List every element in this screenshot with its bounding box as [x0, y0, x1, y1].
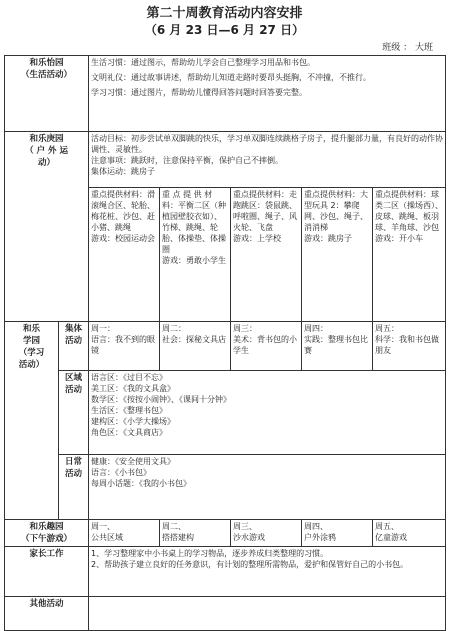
- schedule-table: [4, 55, 446, 631]
- outdoor-col-3: 重点提供材料：走跑跳区：袋鼠跳、呼啦圈、绳子、风火轮、飞盘 游戏：上学校: [231, 188, 302, 322]
- parents-row: [5, 547, 446, 597]
- afternoon-day-4: 周四、 户外涂鸦: [302, 520, 373, 547]
- daily-item: 语言：《小书包》: [91, 468, 152, 477]
- area-item: 语言区：《过目不忘》: [91, 373, 168, 382]
- other-row: [5, 597, 446, 631]
- group-day-1: 周一： 语言：我不到的眼镜: [89, 322, 160, 371]
- outdoor-label: 和乐庚园 （ 户 外 运 动）: [5, 132, 89, 322]
- parents-content: [89, 547, 446, 597]
- afternoon-row: [5, 520, 446, 547]
- daily-item: 每周小话题：《我的小书包》: [91, 479, 192, 488]
- afternoon-day-5: 周五、 亿童游戏: [373, 520, 446, 547]
- daily-item: 健康：《安全使用文具》: [91, 457, 176, 466]
- parents-item: 2、帮助孩子建立良好的任务意识，有计划的整理所需物品，爱护和保管好自己的小书包。: [91, 560, 409, 569]
- parents-item: 1、学习整理家中小书桌上的学习物品，逐步养成归类整理的习惯。: [91, 549, 329, 558]
- outdoor-group: 集体运动：跳房子: [91, 167, 156, 176]
- area-item: 数学区：《按按小闹钟》、《课间十分钟》: [91, 395, 232, 404]
- learning-area-row: [5, 371, 446, 455]
- learning-label: 和乐 学园 （学习 活动）: [5, 322, 59, 520]
- group-day-3: 周三： 美术：背书包的小学生: [231, 322, 302, 371]
- date-range: （6 月 23 日—6 月 27 日）: [144, 23, 305, 37]
- life-row: [5, 56, 446, 132]
- outdoor-goal: [89, 132, 446, 188]
- life-content: [89, 56, 446, 132]
- area-item: 美工区：《我的文具盒》: [91, 384, 176, 393]
- outdoor-col-2: 重 点 提 供 材料：平衡二区（种植园壁胶衣如）、竹梯、跳绳、轮胎、体操垫、体操圈 游戏：勇敢小学生: [160, 188, 231, 322]
- group-day-4: 周四： 实践：整理书包比赛: [302, 322, 373, 371]
- outdoor-goal-text: 活动目标：初步尝试单双脚跳的快乐，学习单双脚连续跳格子房子，提升腿部力量，有良好的动作协调性、灵敏性。: [91, 134, 444, 154]
- area-item: 建构区：《小学大操场》: [91, 417, 176, 426]
- outdoor-notes: 注意事项：跳跃时，注意保持平衡，保护自己不摔倒。: [91, 156, 284, 165]
- area-activity-label: 区域活动: [59, 371, 89, 455]
- parents-label: 家长工作: [5, 547, 89, 597]
- learning-group-row: [5, 322, 446, 371]
- outdoor-goal-row: [5, 132, 446, 188]
- life-item: 文明礼仪：通过故事讲述，帮助幼儿知道走路时要昂头挺胸，不冲撞，不推行。: [91, 73, 372, 82]
- area-activity-content: [89, 371, 446, 455]
- page-title: 第二十周教育活动内容安排: [146, 6, 303, 21]
- daily-activity-label: 日常活动: [59, 455, 89, 520]
- afternoon-day-2: 周二、 搭搭建构: [160, 520, 231, 547]
- class-label: 班级 ： 大班: [382, 43, 433, 53]
- other-label: 其他活动: [5, 597, 89, 631]
- daily-activity-content: [89, 455, 446, 520]
- other-content: [89, 597, 446, 631]
- afternoon-label: 和乐趣园 （下午游戏）: [5, 520, 89, 547]
- learning-daily-row: [5, 455, 446, 520]
- area-item: 生活区：《整理书包》: [91, 406, 168, 415]
- afternoon-day-3: 周三、 沙水游戏: [231, 520, 302, 547]
- outdoor-col-1: 重点提供材料：滑滚绳合区、轮胎、梅花桩、沙包、赶小猪、跳绳 游戏：校园运动会: [89, 188, 160, 322]
- life-item: 学习习惯：通过图片，帮助幼儿懂得回答问题时回答要完整。: [91, 88, 308, 97]
- outdoor-col-5: 重点提供材料：球类二区（操场西）、皮球、跳绳、板羽球、羊角球、沙包 游戏：开小车: [373, 188, 446, 322]
- life-item: 生活习惯：通过图示，帮助幼儿学会自己整理学习用品和书包。: [91, 58, 316, 67]
- outdoor-col-4: 重点提供材料：大型玩具 2：攀爬网、沙包、绳子、消消梯 游戏：跳房子: [302, 188, 373, 322]
- group-day-5: 周五： 科学：我和书包做朋友: [373, 322, 446, 371]
- group-activity-label: 集体活动: [59, 322, 89, 371]
- area-item: 角色区：《文具商店》: [91, 428, 168, 437]
- group-day-2: 周二： 社会：探秘文具店: [160, 322, 231, 371]
- afternoon-day-1: 周一、 公共区域: [89, 520, 160, 547]
- life-label: 和乐怡园 （生活活动）: [5, 56, 89, 132]
